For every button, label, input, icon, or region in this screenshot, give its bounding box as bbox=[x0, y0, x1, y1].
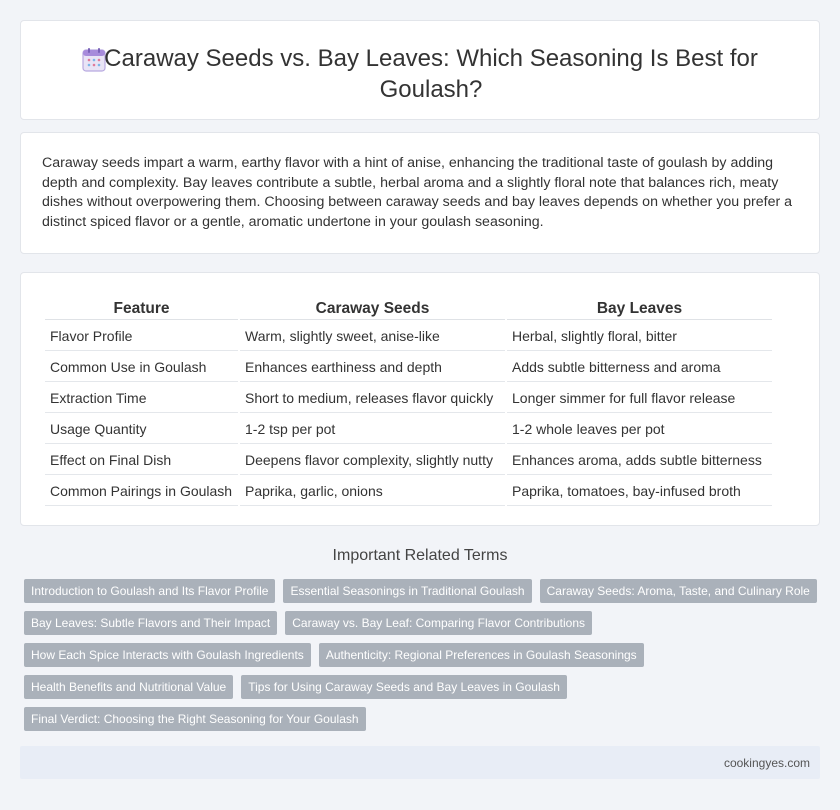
column-header-bay: Bay Leaves bbox=[507, 297, 772, 320]
table-cell: Paprika, tomatoes, bay-infused broth bbox=[507, 477, 772, 506]
table-row bbox=[45, 322, 772, 351]
tag-row bbox=[24, 579, 824, 603]
term-tag[interactable]: Introduction to Goulash and Its Flavor Profile bbox=[24, 579, 275, 603]
tag-row bbox=[24, 707, 824, 731]
header-card bbox=[20, 20, 820, 120]
table-cell: Enhances earthiness and depth bbox=[240, 353, 505, 382]
intro-paragraph: Caraway seeds impart a warm, earthy flavor with a hint of anise, enhancing the traditional taste of goulash by adding depth and complexity. Bay leaves contribute a subtle, herbal aroma and a slightly floral note that balances rich, meaty dishes without overpowering them. Choosing between caraway seeds and bay leaves depends on whether you prefer a distinct spiced flavor or a gentle, aromatic undertone in your goulash seasoning. bbox=[42, 155, 793, 230]
table-cell: Effect on Final Dish bbox=[45, 446, 238, 475]
table-cell: Longer simmer for full flavor release bbox=[507, 384, 772, 413]
intro-card bbox=[20, 132, 820, 254]
table-cell: Adds subtle bitterness and aroma bbox=[507, 353, 772, 382]
table-cell: Short to medium, releases flavor quickly bbox=[240, 384, 505, 413]
column-header-caraway: Caraway Seeds bbox=[240, 297, 505, 320]
table-cell: Warm, slightly sweet, anise-like bbox=[240, 322, 505, 351]
table-header-row bbox=[45, 297, 772, 320]
table-cell: Common Use in Goulash bbox=[45, 353, 238, 382]
table-cell: Herbal, slightly floral, bitter bbox=[507, 322, 772, 351]
term-tag[interactable]: Final Verdict: Choosing the Right Seasoning for Your Goulash bbox=[24, 707, 366, 731]
page-title: Caraway Seeds vs. Bay Leaves: Which Seasoning Is Best for Goulash? bbox=[104, 45, 758, 103]
table-cell: Common Pairings in Goulash bbox=[45, 477, 238, 506]
related-terms-list bbox=[24, 579, 824, 739]
term-tag[interactable]: Caraway Seeds: Aroma, Taste, and Culinary Role bbox=[540, 579, 817, 603]
term-tag[interactable]: Essential Seasonings in Traditional Goulash bbox=[283, 579, 531, 603]
table-cell: 1-2 tsp per pot bbox=[240, 415, 505, 444]
term-tag[interactable]: Bay Leaves: Subtle Flavors and Their Impact bbox=[24, 611, 277, 635]
tag-row bbox=[24, 643, 824, 667]
term-tag[interactable]: Tips for Using Caraway Seeds and Bay Leaves in Goulash bbox=[241, 675, 567, 699]
table-row bbox=[45, 446, 772, 475]
table-row bbox=[45, 384, 772, 413]
term-tag[interactable]: Caraway vs. Bay Leaf: Comparing Flavor Contributions bbox=[285, 611, 592, 635]
term-tag[interactable]: Authenticity: Regional Preferences in Goulash Seasonings bbox=[319, 643, 644, 667]
table-row bbox=[45, 415, 772, 444]
table-cell: Flavor Profile bbox=[45, 322, 238, 351]
term-tag[interactable]: Health Benefits and Nutritional Value bbox=[24, 675, 233, 699]
term-tag[interactable]: How Each Spice Interacts with Goulash Ingredients bbox=[24, 643, 311, 667]
tag-row bbox=[24, 611, 824, 635]
table-cell: Enhances aroma, adds subtle bitterness bbox=[507, 446, 772, 475]
footer bbox=[20, 746, 820, 779]
table-cell: Deepens flavor complexity, slightly nutty bbox=[240, 446, 505, 475]
footer-site-link[interactable]: cookingyes.com bbox=[723, 756, 810, 770]
comparison-table-card bbox=[20, 272, 820, 526]
related-terms-heading: Important Related Terms bbox=[332, 547, 508, 564]
column-header-feature: Feature bbox=[45, 297, 238, 320]
table-cell: 1-2 whole leaves per pot bbox=[507, 415, 772, 444]
comparison-table bbox=[43, 295, 774, 508]
table-cell: Usage Quantity bbox=[45, 415, 238, 444]
table-cell: Paprika, garlic, onions bbox=[240, 477, 505, 506]
tag-row bbox=[24, 675, 824, 699]
table-row bbox=[45, 353, 772, 382]
table-cell: Extraction Time bbox=[45, 384, 238, 413]
table-row bbox=[45, 477, 772, 506]
